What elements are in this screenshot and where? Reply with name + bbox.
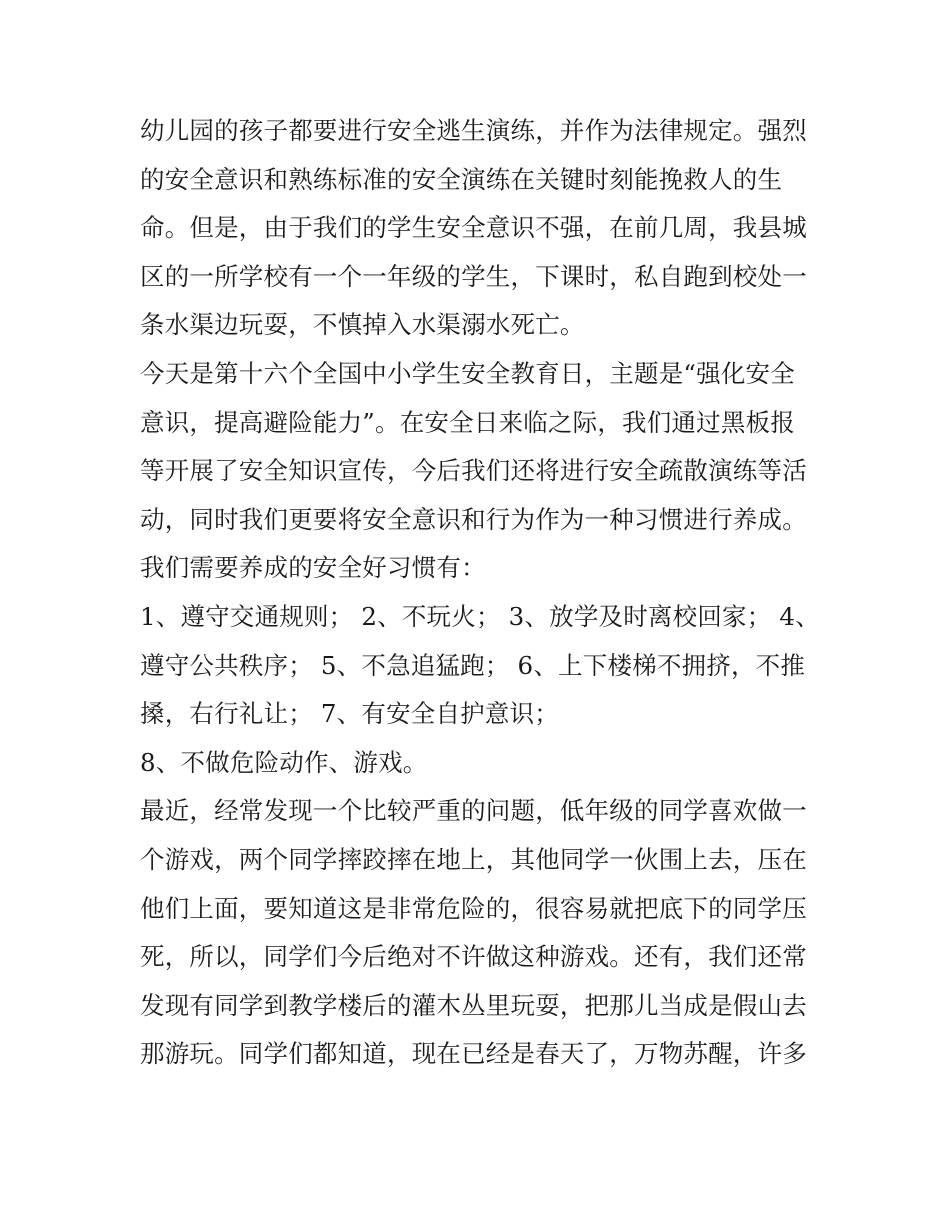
text-line: 今天是第十六个全国中小学生安全教育日，主题是“强化安全 [140, 358, 795, 388]
text-line: 意识，提高避险能力”。在安全日来临之际，我们通过黑板报 [140, 407, 795, 437]
document-body [140, 107, 820, 1079]
text-line: 条水渠边玩耍，不慎掉入水渠溺水死亡。 [140, 310, 585, 340]
text-line: 最近，经常发现一个比较严重的问题，低年级的同学喜欢做一 [140, 796, 807, 826]
text-line: 等开展了安全知识宣传，今后我们还将进行安全疏散演练等活 [140, 456, 807, 486]
text-line: 的安全意识和熟练标准的安全演练在关键时刻能挽救人的生 [140, 164, 783, 194]
text-line: 死，所以，同学们今后绝对不许做这种游戏。还有，我们还常 [140, 942, 807, 972]
text-line: 他们上面，要知道这是非常危险的，很容易就把底下的同学压 [140, 893, 807, 923]
text-line: 幼儿园的孩子都要进行安全逃生演练，并作为法律规定。强烈 [140, 116, 807, 145]
paragraph-habits-intro [140, 544, 820, 593]
text-line: 我们需要养成的安全好习惯有： [140, 553, 486, 583]
text-line: 个游戏，两个同学摔跤摔在地上，其他同学一伙围上去，压在 [140, 844, 807, 874]
text-line: 1、遵守交通规则； 2、不玩火； 3、放学及时离校回家； 4、 [140, 601, 820, 631]
paragraph-kindergarten-drill [140, 107, 820, 350]
text-line: 动，同时我们更要将安全意识和行为作为一种习惯进行养成。 [140, 504, 807, 534]
text-line: 那游玩。同学们都知道，现在已经是春天了，万物苏醒，许多 [140, 1039, 807, 1069]
text-line: 搡，右行礼让； 7、有安全自护意识； [140, 699, 559, 729]
text-line: 遵守公共秩序； 5、不急追猛跑； 6、上下楼梯不拥挤，不推 [140, 650, 806, 680]
paragraph-safety-day [140, 350, 820, 544]
text-line: 区的一所学校有一个一年级的学生，下课时，私自跑到校处一 [140, 261, 807, 291]
text-line: 命。但是，由于我们的学生安全意识不强，在前几周，我县城 [140, 213, 807, 243]
text-line: 发现有同学到教学楼后的灌木丛里玩耍，把那儿当成是假山去 [140, 990, 807, 1020]
text-line: 8、不做危险动作、游戏。 [140, 747, 428, 777]
paragraph-habits-list [140, 593, 820, 739]
paragraph-habit-eight [140, 739, 820, 788]
paragraph-recent-problem [140, 787, 820, 1079]
